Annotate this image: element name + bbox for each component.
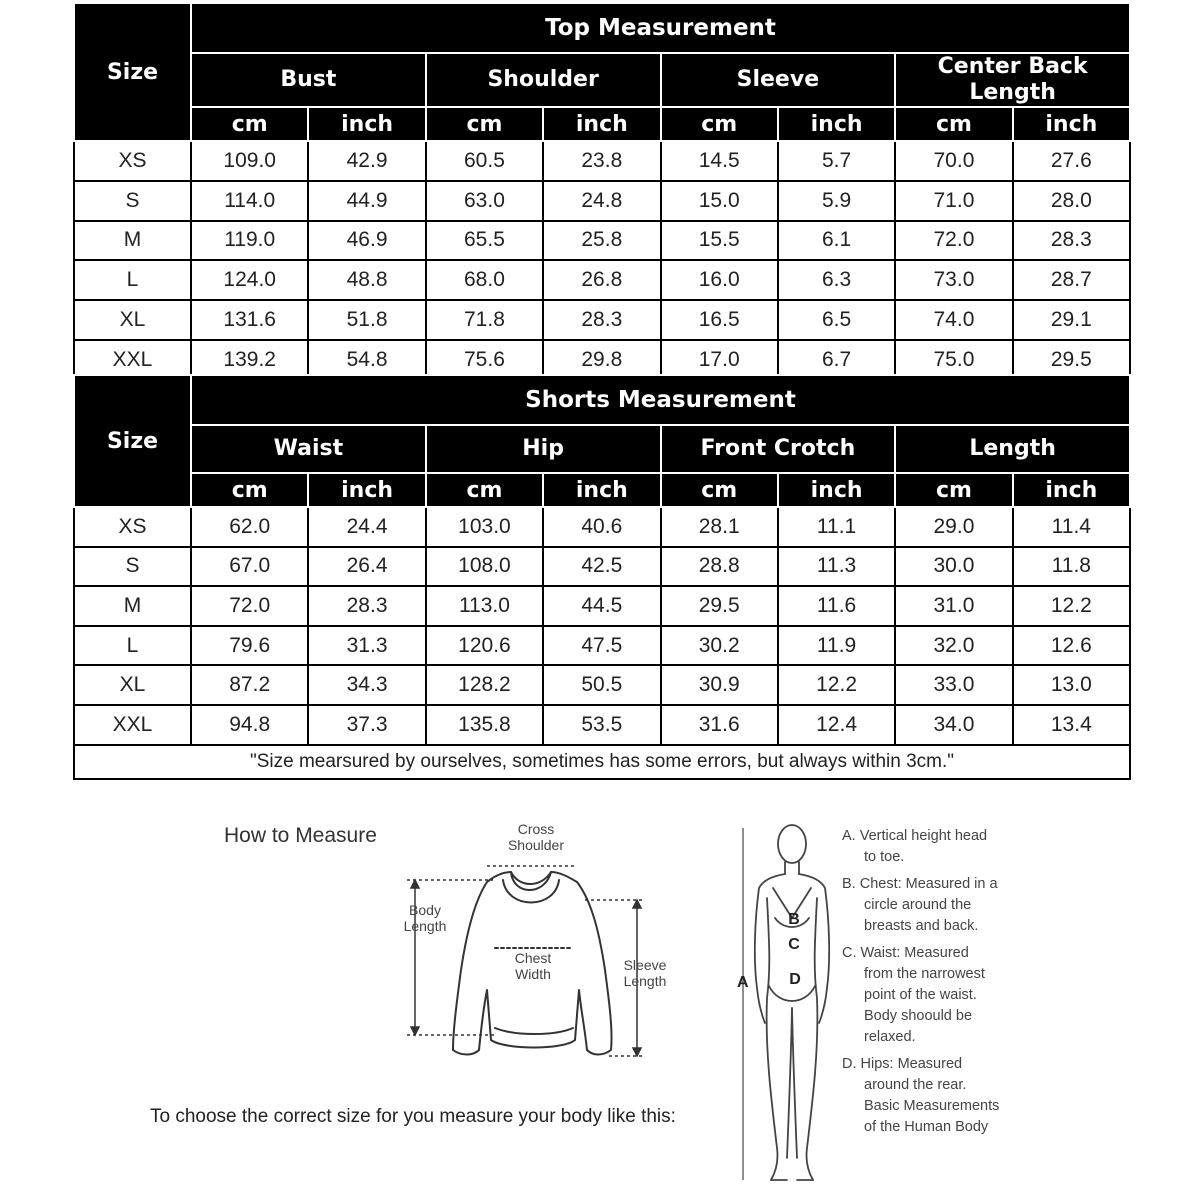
label-line: Length (403, 918, 447, 934)
top-table-body (74, 141, 1130, 380)
note-line: breasts and back. (864, 918, 979, 934)
note-c (842, 943, 1042, 1048)
unit-header: cm (191, 107, 308, 141)
unit-header: inch (308, 473, 425, 507)
unit-header: cm (661, 473, 778, 507)
table-row (74, 586, 1130, 626)
measurement-cell: 119.0 (191, 221, 308, 261)
top-measurement-table (73, 2, 1131, 381)
unit-header: inch (1013, 107, 1130, 141)
label-line: Body (409, 902, 441, 918)
measurement-cell: 24.8 (543, 181, 660, 221)
measurement-cell: 63.0 (426, 181, 543, 221)
measurement-cell: 28.3 (1013, 221, 1130, 261)
label-line: Cross (517, 821, 555, 837)
size-cell: M (74, 221, 191, 261)
measurement-disclaimer: "Size mearsured by ourselves, sometimes has some errors, but always within 3cm." (74, 745, 1130, 779)
measurement-cell: 29.1 (1013, 300, 1130, 340)
table-row (74, 665, 1130, 705)
measurement-cell: 139.2 (191, 340, 308, 380)
measurement-cell: 68.0 (426, 260, 543, 300)
measurement-cell: 11.1 (778, 507, 895, 547)
note-line: C. Waist: Measured (842, 945, 969, 961)
group-header: Bust (191, 53, 426, 107)
measurement-cell: 31.6 (661, 705, 778, 745)
measurement-cell: 12.2 (778, 665, 895, 705)
label-line: Chest (514, 950, 552, 966)
measurement-cell: 113.0 (426, 586, 543, 626)
note-line: from the narrowest (864, 966, 985, 982)
unit-header: cm (191, 473, 308, 507)
measurement-cell: 51.8 (308, 300, 425, 340)
measurement-cell: 79.6 (191, 626, 308, 666)
table-row (74, 547, 1130, 587)
measurement-cell: 71.0 (895, 181, 1012, 221)
measurement-cell: 34.0 (895, 705, 1012, 745)
measurement-cell: 30.0 (895, 547, 1012, 587)
measurement-cell: 28.7 (1013, 260, 1130, 300)
measurement-cell: 103.0 (426, 507, 543, 547)
sleeve-length-label (612, 957, 678, 989)
size-cell: XS (74, 141, 191, 181)
measurement-cell: 30.2 (661, 626, 778, 666)
measurement-cell: 73.0 (895, 260, 1012, 300)
measurement-cell: 48.8 (308, 260, 425, 300)
note-line: relaxed. (864, 1029, 916, 1045)
measurement-cell: 128.2 (426, 665, 543, 705)
table-row (74, 626, 1130, 666)
note-line: Basic Measurements (864, 1098, 1000, 1114)
measurement-cell: 50.5 (543, 665, 660, 705)
measurement-cell: 72.0 (191, 586, 308, 626)
size-cell: XL (74, 665, 191, 705)
marker-c: C (788, 936, 800, 953)
note-b (842, 874, 1042, 937)
measurement-cell: 44.9 (308, 181, 425, 221)
measurement-cell: 12.4 (778, 705, 895, 745)
note-line: to toe. (864, 849, 905, 865)
group-header: Hip (426, 425, 661, 473)
size-cell: XXL (74, 705, 191, 745)
unit-header: cm (895, 473, 1012, 507)
measurement-cell: 75.6 (426, 340, 543, 380)
measurement-cell: 74.0 (895, 300, 1012, 340)
unit-header: cm (426, 473, 543, 507)
measurement-cell: 135.8 (426, 705, 543, 745)
cross-shoulder-label (494, 821, 578, 853)
body-measurement-notes (842, 826, 1042, 1144)
table-row (74, 507, 1130, 547)
measurement-cell: 11.8 (1013, 547, 1130, 587)
measurement-cell: 11.3 (778, 547, 895, 587)
measurement-cell: 26.8 (543, 260, 660, 300)
table-row (74, 141, 1130, 181)
measurement-cell: 5.7 (778, 141, 895, 181)
label-line: Sleeve (623, 957, 667, 973)
measurement-cell: 44.5 (543, 586, 660, 626)
measurement-cell: 29.8 (543, 340, 660, 380)
measurement-cell: 31.3 (308, 626, 425, 666)
group-header: Sleeve (661, 53, 896, 107)
unit-header: cm (661, 107, 778, 141)
size-cell: S (74, 181, 191, 221)
measurement-cell: 11.6 (778, 586, 895, 626)
note-a (842, 826, 1042, 868)
size-cell: L (74, 260, 191, 300)
size-cell: S (74, 547, 191, 587)
measurement-cell: 6.5 (778, 300, 895, 340)
marker-b: B (788, 911, 800, 928)
unit-header: inch (778, 473, 895, 507)
table-row (74, 300, 1130, 340)
size-cell: L (74, 626, 191, 666)
measurement-cell: 37.3 (308, 705, 425, 745)
marker-a: A (737, 974, 749, 991)
measurement-cell: 12.6 (1013, 626, 1130, 666)
group-header: Waist (191, 425, 426, 473)
measurement-cell: 26.4 (308, 547, 425, 587)
unit-header: inch (543, 107, 660, 141)
body-length-label (392, 902, 458, 934)
table-row (74, 221, 1130, 261)
note-line: Body shoould be (864, 1008, 973, 1024)
measurement-cell: 71.8 (426, 300, 543, 340)
measurement-cell: 16.5 (661, 300, 778, 340)
group-header: Shoulder (426, 53, 661, 107)
measurement-cell: 30.9 (661, 665, 778, 705)
marker-d: D (789, 971, 801, 988)
measurement-cell: 40.6 (543, 507, 660, 547)
note-line: of the Human Body (864, 1119, 989, 1135)
measurement-cell: 29.5 (661, 586, 778, 626)
measurement-cell: 65.5 (426, 221, 543, 261)
measurement-cell: 6.3 (778, 260, 895, 300)
measurement-cell: 11.9 (778, 626, 895, 666)
measurement-cell: 24.4 (308, 507, 425, 547)
measurement-cell: 131.6 (191, 300, 308, 340)
shorts-measurement-table (73, 374, 1131, 780)
measurement-cell: 120.6 (426, 626, 543, 666)
size-cell: XL (74, 300, 191, 340)
note-line: point of the waist. (864, 987, 977, 1003)
measurement-cell: 94.8 (191, 705, 308, 745)
measurement-cell: 108.0 (426, 547, 543, 587)
group-header: Center Back Length (895, 53, 1130, 107)
measurement-cell: 14.5 (661, 141, 778, 181)
table-title: Top Measurement (191, 3, 1130, 53)
measurement-cell: 15.0 (661, 181, 778, 221)
unit-header: inch (1013, 473, 1130, 507)
measurement-cell: 87.2 (191, 665, 308, 705)
measurement-cell: 28.3 (308, 586, 425, 626)
measurement-cell: 70.0 (895, 141, 1012, 181)
table-row (74, 260, 1130, 300)
measurement-cell: 13.4 (1013, 705, 1130, 745)
measurement-cell: 109.0 (191, 141, 308, 181)
measurement-cell: 15.5 (661, 221, 778, 261)
choose-size-instruction: To choose the correct size for you measure your body like this: (150, 1106, 676, 1127)
table-row (74, 181, 1130, 221)
measurement-cell: 42.5 (543, 547, 660, 587)
how-to-measure-title: How to Measure (224, 824, 377, 847)
measurement-cell: 28.0 (1013, 181, 1130, 221)
size-cell: M (74, 586, 191, 626)
measurement-cell: 6.1 (778, 221, 895, 261)
unit-header: inch (308, 107, 425, 141)
measurement-cell: 124.0 (191, 260, 308, 300)
table-row (74, 705, 1130, 745)
measurement-cell: 29.0 (895, 507, 1012, 547)
measurement-cell: 11.4 (1013, 507, 1130, 547)
measurement-cell: 28.1 (661, 507, 778, 547)
measurement-cell: 34.3 (308, 665, 425, 705)
measurement-cell: 62.0 (191, 507, 308, 547)
label-line: Shoulder (507, 837, 565, 853)
chest-width-label (502, 950, 564, 982)
size-header: Size (74, 375, 191, 507)
measurement-cell: 47.5 (543, 626, 660, 666)
measurement-cell: 46.9 (308, 221, 425, 261)
group-header: Length (895, 425, 1130, 473)
measurement-cell: 25.8 (543, 221, 660, 261)
note-line: A. Vertical height head (842, 828, 988, 844)
size-header: Size (74, 3, 191, 141)
measurement-cell: 67.0 (191, 547, 308, 587)
unit-header: cm (895, 107, 1012, 141)
measurement-cell: 75.0 (895, 340, 1012, 380)
unit-header: inch (778, 107, 895, 141)
measurement-cell: 16.0 (661, 260, 778, 300)
measurement-cell: 23.8 (543, 141, 660, 181)
measurement-cell: 53.5 (543, 705, 660, 745)
shorts-table-body (74, 507, 1130, 745)
measurement-cell: 72.0 (895, 221, 1012, 261)
measurement-cell: 33.0 (895, 665, 1012, 705)
measurement-cell: 114.0 (191, 181, 308, 221)
note-line: around the rear. (864, 1077, 967, 1093)
label-line: Length (623, 973, 667, 989)
unit-header: cm (426, 107, 543, 141)
measurement-cell: 27.6 (1013, 141, 1130, 181)
measurement-cell: 5.9 (778, 181, 895, 221)
size-cell: XS (74, 507, 191, 547)
measurement-cell: 32.0 (895, 626, 1012, 666)
measurement-cell: 12.2 (1013, 586, 1130, 626)
label-line: Width (515, 966, 551, 982)
measurement-cell: 28.3 (543, 300, 660, 340)
measurement-cell: 6.7 (778, 340, 895, 380)
measurement-cell: 42.9 (308, 141, 425, 181)
human-body-icon (735, 818, 845, 1193)
measurement-cell: 29.5 (1013, 340, 1130, 380)
measurement-cell: 54.8 (308, 340, 425, 380)
measurement-cell: 13.0 (1013, 665, 1130, 705)
note-line: circle around the (864, 897, 972, 913)
note-d (842, 1054, 1042, 1138)
group-header: Front Crotch (661, 425, 896, 473)
unit-header: inch (543, 473, 660, 507)
note-line: B. Chest: Measured in a (842, 876, 998, 892)
note-line: D. Hips: Measured (842, 1056, 963, 1072)
measurement-cell: 17.0 (661, 340, 778, 380)
measurement-cell: 28.8 (661, 547, 778, 587)
size-cell: XXL (74, 340, 191, 380)
table-title: Shorts Measurement (191, 375, 1130, 425)
measurement-cell: 31.0 (895, 586, 1012, 626)
measurement-cell: 60.5 (426, 141, 543, 181)
